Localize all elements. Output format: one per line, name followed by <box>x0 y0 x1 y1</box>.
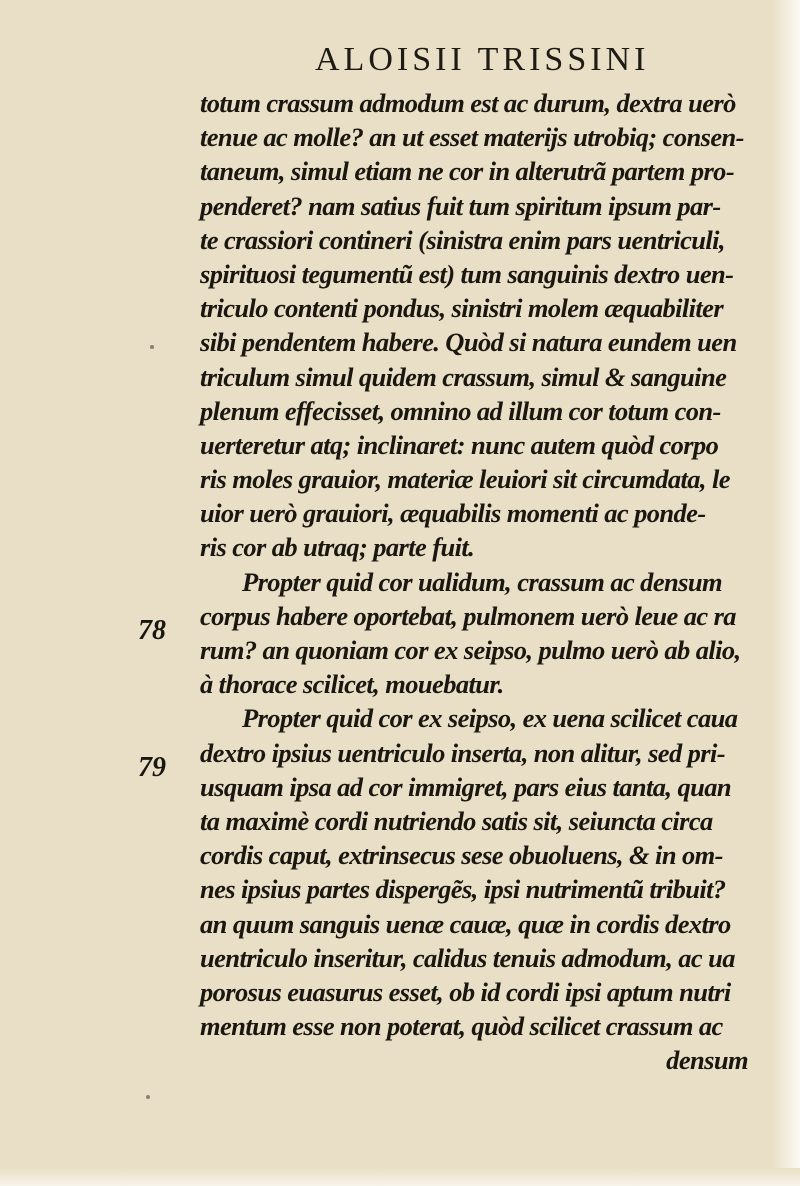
text-line: triculo contenti pondus, sinistri molem æquabiliter <box>200 293 724 324</box>
text-line: tenue ac molle? an ut esset materijs utrobiq; consen- <box>200 122 744 153</box>
marginal-number-78: 78 <box>138 615 166 646</box>
text-line: nes ipsius partes dispergẽs, ipsi nutrimentũ tribuit? <box>200 874 726 905</box>
running-header: ALOISII TRISSINI <box>315 41 650 78</box>
text-line: uentriculo inseritur, calidus tenuis admodum, ac ua <box>200 942 735 973</box>
text-line: Propter quid cor ex seipso, ex uena scilicet caua <box>242 703 738 734</box>
text-line: te crassiori contineri (sinistra enim pars uentriculi, <box>200 224 725 255</box>
text-line: mentum esse non poterat, quòd scilicet crassum ac <box>200 1011 723 1042</box>
text-line: totum crassum admodum est ac durum, dextra uerò <box>200 88 736 118</box>
page-bottom-edge <box>0 1168 800 1186</box>
text-line: sibi pendentem habere. Quòd si natura eundem uen <box>200 327 737 358</box>
text-line: ris moles grauior, materiæ leuiori sit circumdata, le <box>200 464 730 495</box>
text-line: ris cor ab utraq; parte fuit. <box>200 532 475 563</box>
text-line: uior uerò grauiori, æquabilis momenti ac ponde- <box>200 498 706 529</box>
text-line: triculum simul quidem crassum, simul & sanguine <box>200 361 727 392</box>
text-line: Propter quid cor ualidum, crassum ac densum <box>242 566 722 597</box>
text-line: an quum sanguis uenæ cauæ, quæ in cordis dextro <box>200 908 731 939</box>
text-line: penderet? nam satius fuit tum spiritum ipsum par- <box>200 190 721 221</box>
text-line: spirituosi tegumentũ est) tum sanguinis dextro uen- <box>200 258 734 289</box>
text-line: plenum effecisset, omnino ad illum cor totum con- <box>200 395 721 426</box>
text-line: à thorace scilicet, mouebatur. <box>200 669 504 700</box>
ink-speck <box>146 1095 150 1099</box>
text-line: porosus euasurus esset, ob id cordi ipsi aptum nutri <box>200 976 731 1007</box>
text-line: rum? an quoniam cor ex seipso, pulmo uerò ab alio, <box>200 635 741 665</box>
body-text <box>200 86 760 1077</box>
text-line: uerteretur atq; inclinaret: nunc autem quòd corpo <box>200 429 719 460</box>
text-line: cordis caput, extrinsecus sese obuoluens, & in om- <box>200 840 723 871</box>
text-line: usquam ipsa ad cor immigret, pars eius tanta, quan <box>200 771 732 802</box>
marginal-number-79: 79 <box>138 752 166 783</box>
text-line: dextro ipsius uentriculo inserta, non alitur, sed pri- <box>200 737 725 768</box>
catchword: densum <box>666 1045 748 1076</box>
text-line: ta maximè cordi nutriendo satis sit, seiuncta circa <box>200 805 713 836</box>
page-edge <box>772 0 800 1186</box>
text-line: corpus habere oportebat, pulmonem uerò leue ac ra <box>200 600 736 631</box>
text-line: taneum, simul etiam ne cor in alterutrã partem pro- <box>200 156 735 187</box>
ink-speck <box>150 345 154 349</box>
